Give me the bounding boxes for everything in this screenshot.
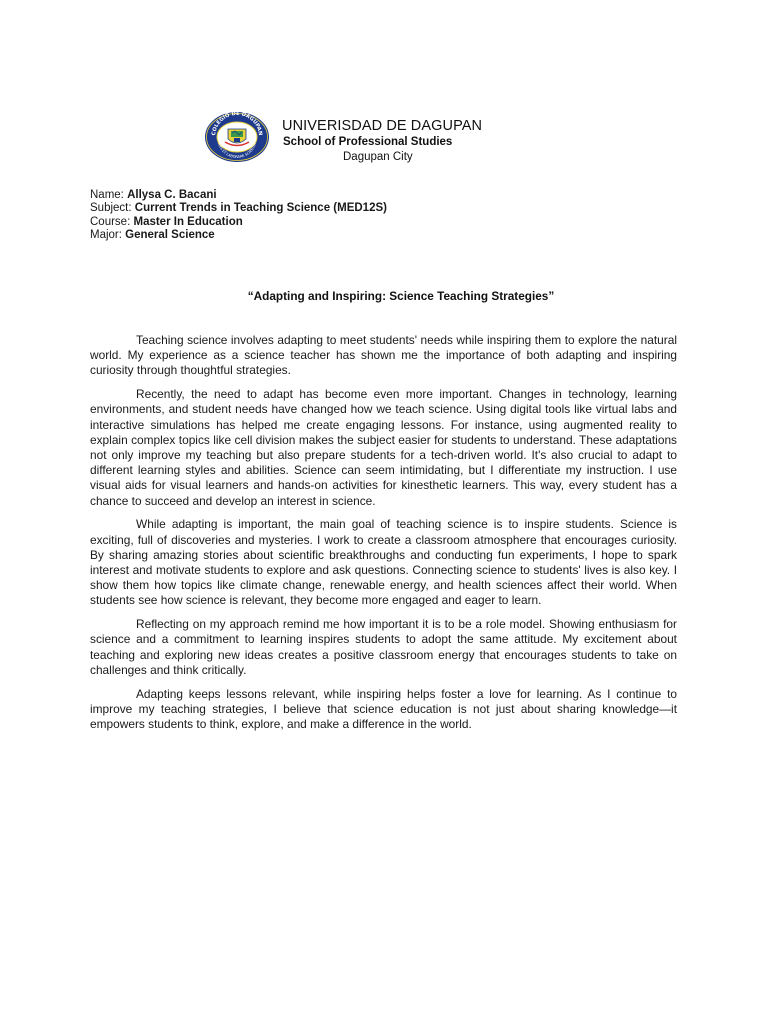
paragraph: While adapting is important, the main goal of teaching science is to inspire students. Science is exciting, full of discoveries and mysteries. I work to create a classroom atmosphere that encourages curiosity. By sharing amazing stories about scientific breakthroughs and conducting fun experiments, I hope to spark interest and motivate students to explore and ask questions. Connecting science to students' lives is also key. I show them how topics like climate change, renewable energy, and health sciences affect their world. When students see how science is relevant, they become more engaged and eager to learn. xyxy=(90,517,677,608)
info-row-name xyxy=(90,189,387,202)
course-label: Course: xyxy=(90,215,131,228)
paragraph: Adapting keeps lessons relevant, while inspiring helps foster a love for learning. As I continue to improve my teaching strategies, I believe that science education is not just about sharing knowledge—it empowers students to think, explore, and make a difference in the world. xyxy=(90,686,677,732)
info-row-major xyxy=(90,229,387,242)
info-row-course xyxy=(90,216,387,229)
school-name: School of Professional Studies xyxy=(283,136,453,148)
essay-body xyxy=(90,333,677,741)
name-value: Allysa C. Bacani xyxy=(127,189,217,201)
paragraph: Recently, the need to adapt has become even more important. Changes in technology, learning environments, and student needs have changed how we teach science. Using digital tools like virtual labs and interactive simulations has helped me create engaging lessons. For instance, using augmented reality to explain complex topics like cell division makes the subject easier for students to understand. These adaptations not only improve my teaching but also prepare students for a tech-driven world. It's also crucial to adapt to different learning styles and abilities. Science can seem intimidating, but I differentiate my instruction. I use visual aids for visual learners and hands-on activities for kinesthetic learners. This way, every student has a chance to succeed and develop an interest in science. xyxy=(90,387,677,508)
info-row-subject xyxy=(90,202,387,215)
major-value: General Science xyxy=(125,229,215,242)
paragraph: Teaching science involves adapting to meet students' needs while inspiring them to explore the natural world. My experience as a science teacher has shown me the importance of both adapting and inspiring curiosity through thoughtful strategies. xyxy=(90,333,677,378)
university-name: UNIVERISDAD DE DAGUPAN xyxy=(282,118,483,134)
subject-label: Subject: xyxy=(90,202,132,215)
student-info xyxy=(90,189,387,243)
course-value: Master In Education xyxy=(133,215,243,228)
svg-text:COLEGIO DE DAGUPAN: COLEGIO DE DAGUPAN xyxy=(211,111,264,136)
name-label: Name: xyxy=(90,189,124,201)
university-seal-logo xyxy=(204,111,270,163)
letterhead xyxy=(282,118,542,165)
paragraph: Reflecting on my approach remind me how important it is to be a role model. Showing enthusiasm for science and a commitment to learning inspires students to adopt the same attitude. My excitement about teaching and exploring new ideas creates a positive classroom energy that encourages students to take on challenges and think critically. xyxy=(90,617,677,677)
city-name: Dagupan City xyxy=(343,151,413,163)
essay-title: “Adapting and Inspiring: Science Teaching Strategies” xyxy=(247,289,555,303)
subject-value: Current Trends in Teaching Science (MED12S) xyxy=(134,202,387,215)
major-label: Major: xyxy=(90,229,122,242)
svg-text:ARS ET LABORARE SCIENTIA: ARS ET LABORARE SCIENTIA xyxy=(216,142,258,160)
